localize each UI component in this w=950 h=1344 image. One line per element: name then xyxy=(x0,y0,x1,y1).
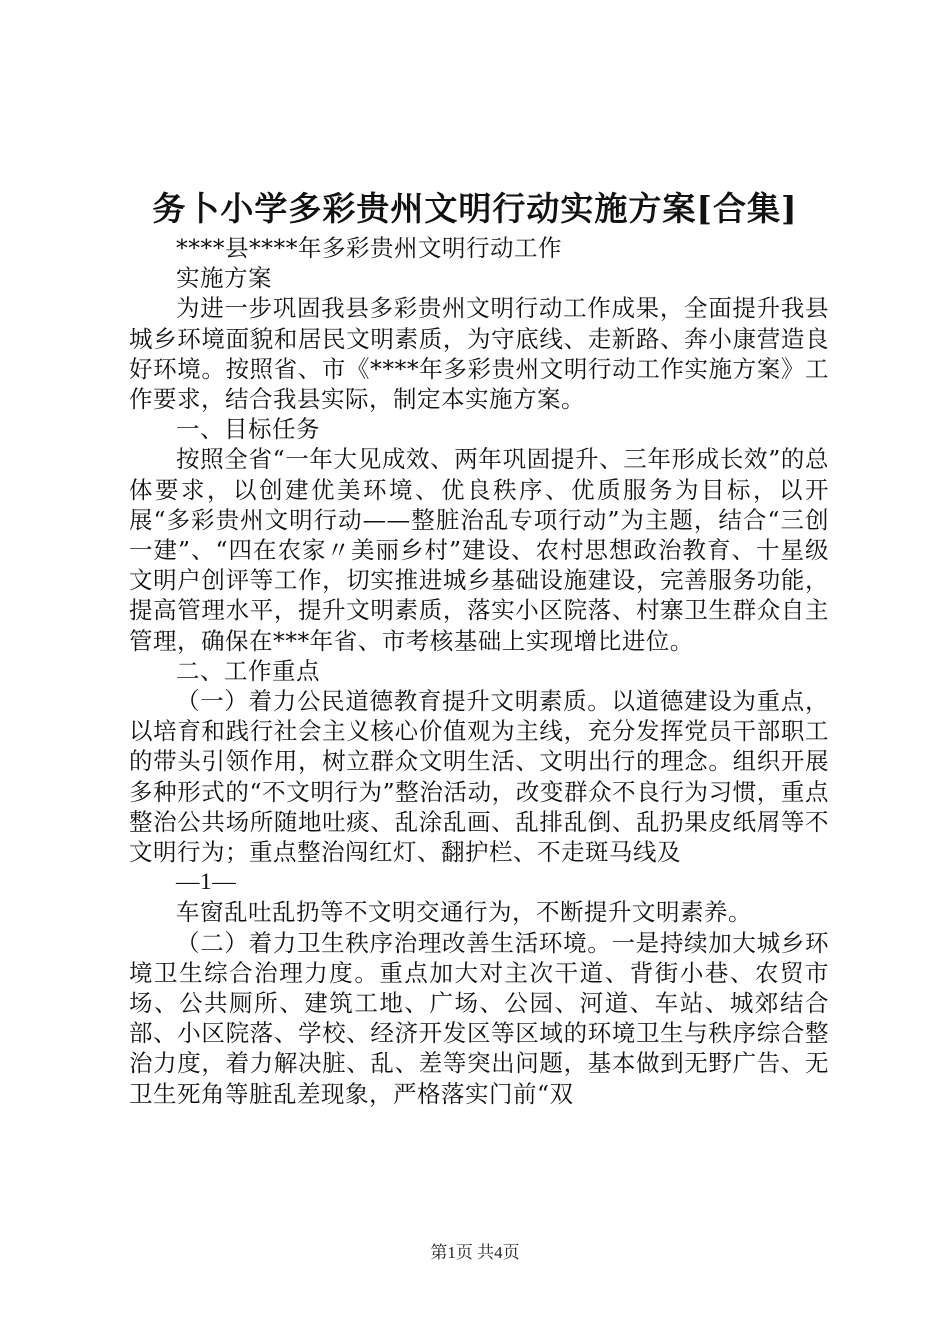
subtitle-line-2: 实施方案 xyxy=(176,264,272,293)
section-heading-goals: 一、目标任务 xyxy=(176,415,320,444)
document-title: 务卜小学多彩贵州文明行动实施方案[合集] xyxy=(152,189,798,228)
document-body xyxy=(129,233,829,1109)
continuation-paragraph: 车窗乱吐乱扔等不文明交通行为，不断提升文明素养。 xyxy=(176,898,752,927)
section-heading-focus: 二、工作重点 xyxy=(176,656,320,685)
page-footer: 第1页 共4页 xyxy=(430,1243,520,1262)
subtitle-line-1: ****县****年多彩贵州文明行动工作 xyxy=(176,234,562,262)
focus-paragraph-1: （一）着力公民道德教育提升文明素质。以道德建设为重点，以培育和践行社会主义核心价值观为主线，充分发挥党员干部职工的带头引领作用，树立群众文明生活、文明出行的理念。组织开展多种形式的“不文明行为”整治活动，改变群众不良行为习惯，重点整治公共场所随地吐痰、乱涂乱画、乱排乱倒、乱扔果皮纸屑等不文明行为；重点整治闯红灯、翻护栏、不走斑马线及 xyxy=(129,687,829,867)
focus-paragraph-2: （二）着力卫生秩序治理改善生活环境。一是持续加大城乡环境卫生综合治理力度。重点加大对主次干道、背街小巷、农贸市场、公共厕所、建筑工地、广场、公园、河道、车站、城郊结合部、小区院落、学校、经济开发区等区域的环境卫生与秩序综合整治力度，着力解决脏、乱、差等突出问题，基本做到无野广告、无卫生死角等脏乱差现象，严格落实门前“双 xyxy=(129,928,829,1108)
intro-paragraph: 为进一步巩固我县多彩贵州文明行动工作成果，全面提升我县城乡环境面貌和居民文明素质，为守底线、走新路、奔小康营造良好环境。按照省、市《****年多彩贵州文明行动工作实施方案》工作要求，结合我县实际，制定本实施方案。 xyxy=(129,294,829,414)
goals-paragraph: 按照全省“一年大见成效、两年巩固提升、三年形成长效”的总体要求，以创建优美环境、优良秩序、优质服务为目标，以开展“多彩贵州文明行动——整脏治乱专项行动”为主题，结合“三创一建”、“四在农家〃美丽乡村”建设、农村思想政治教育、十星级文明户创评等工作，切实推进城乡基础设施建设，完善服务功能，提高管理水平，提升文明素质，落实小区院落、村寨卫生群众自主管理，确保在***年省、市考核基础上实现增比进位。 xyxy=(129,445,829,655)
inline-page-number: —1— xyxy=(176,869,237,896)
